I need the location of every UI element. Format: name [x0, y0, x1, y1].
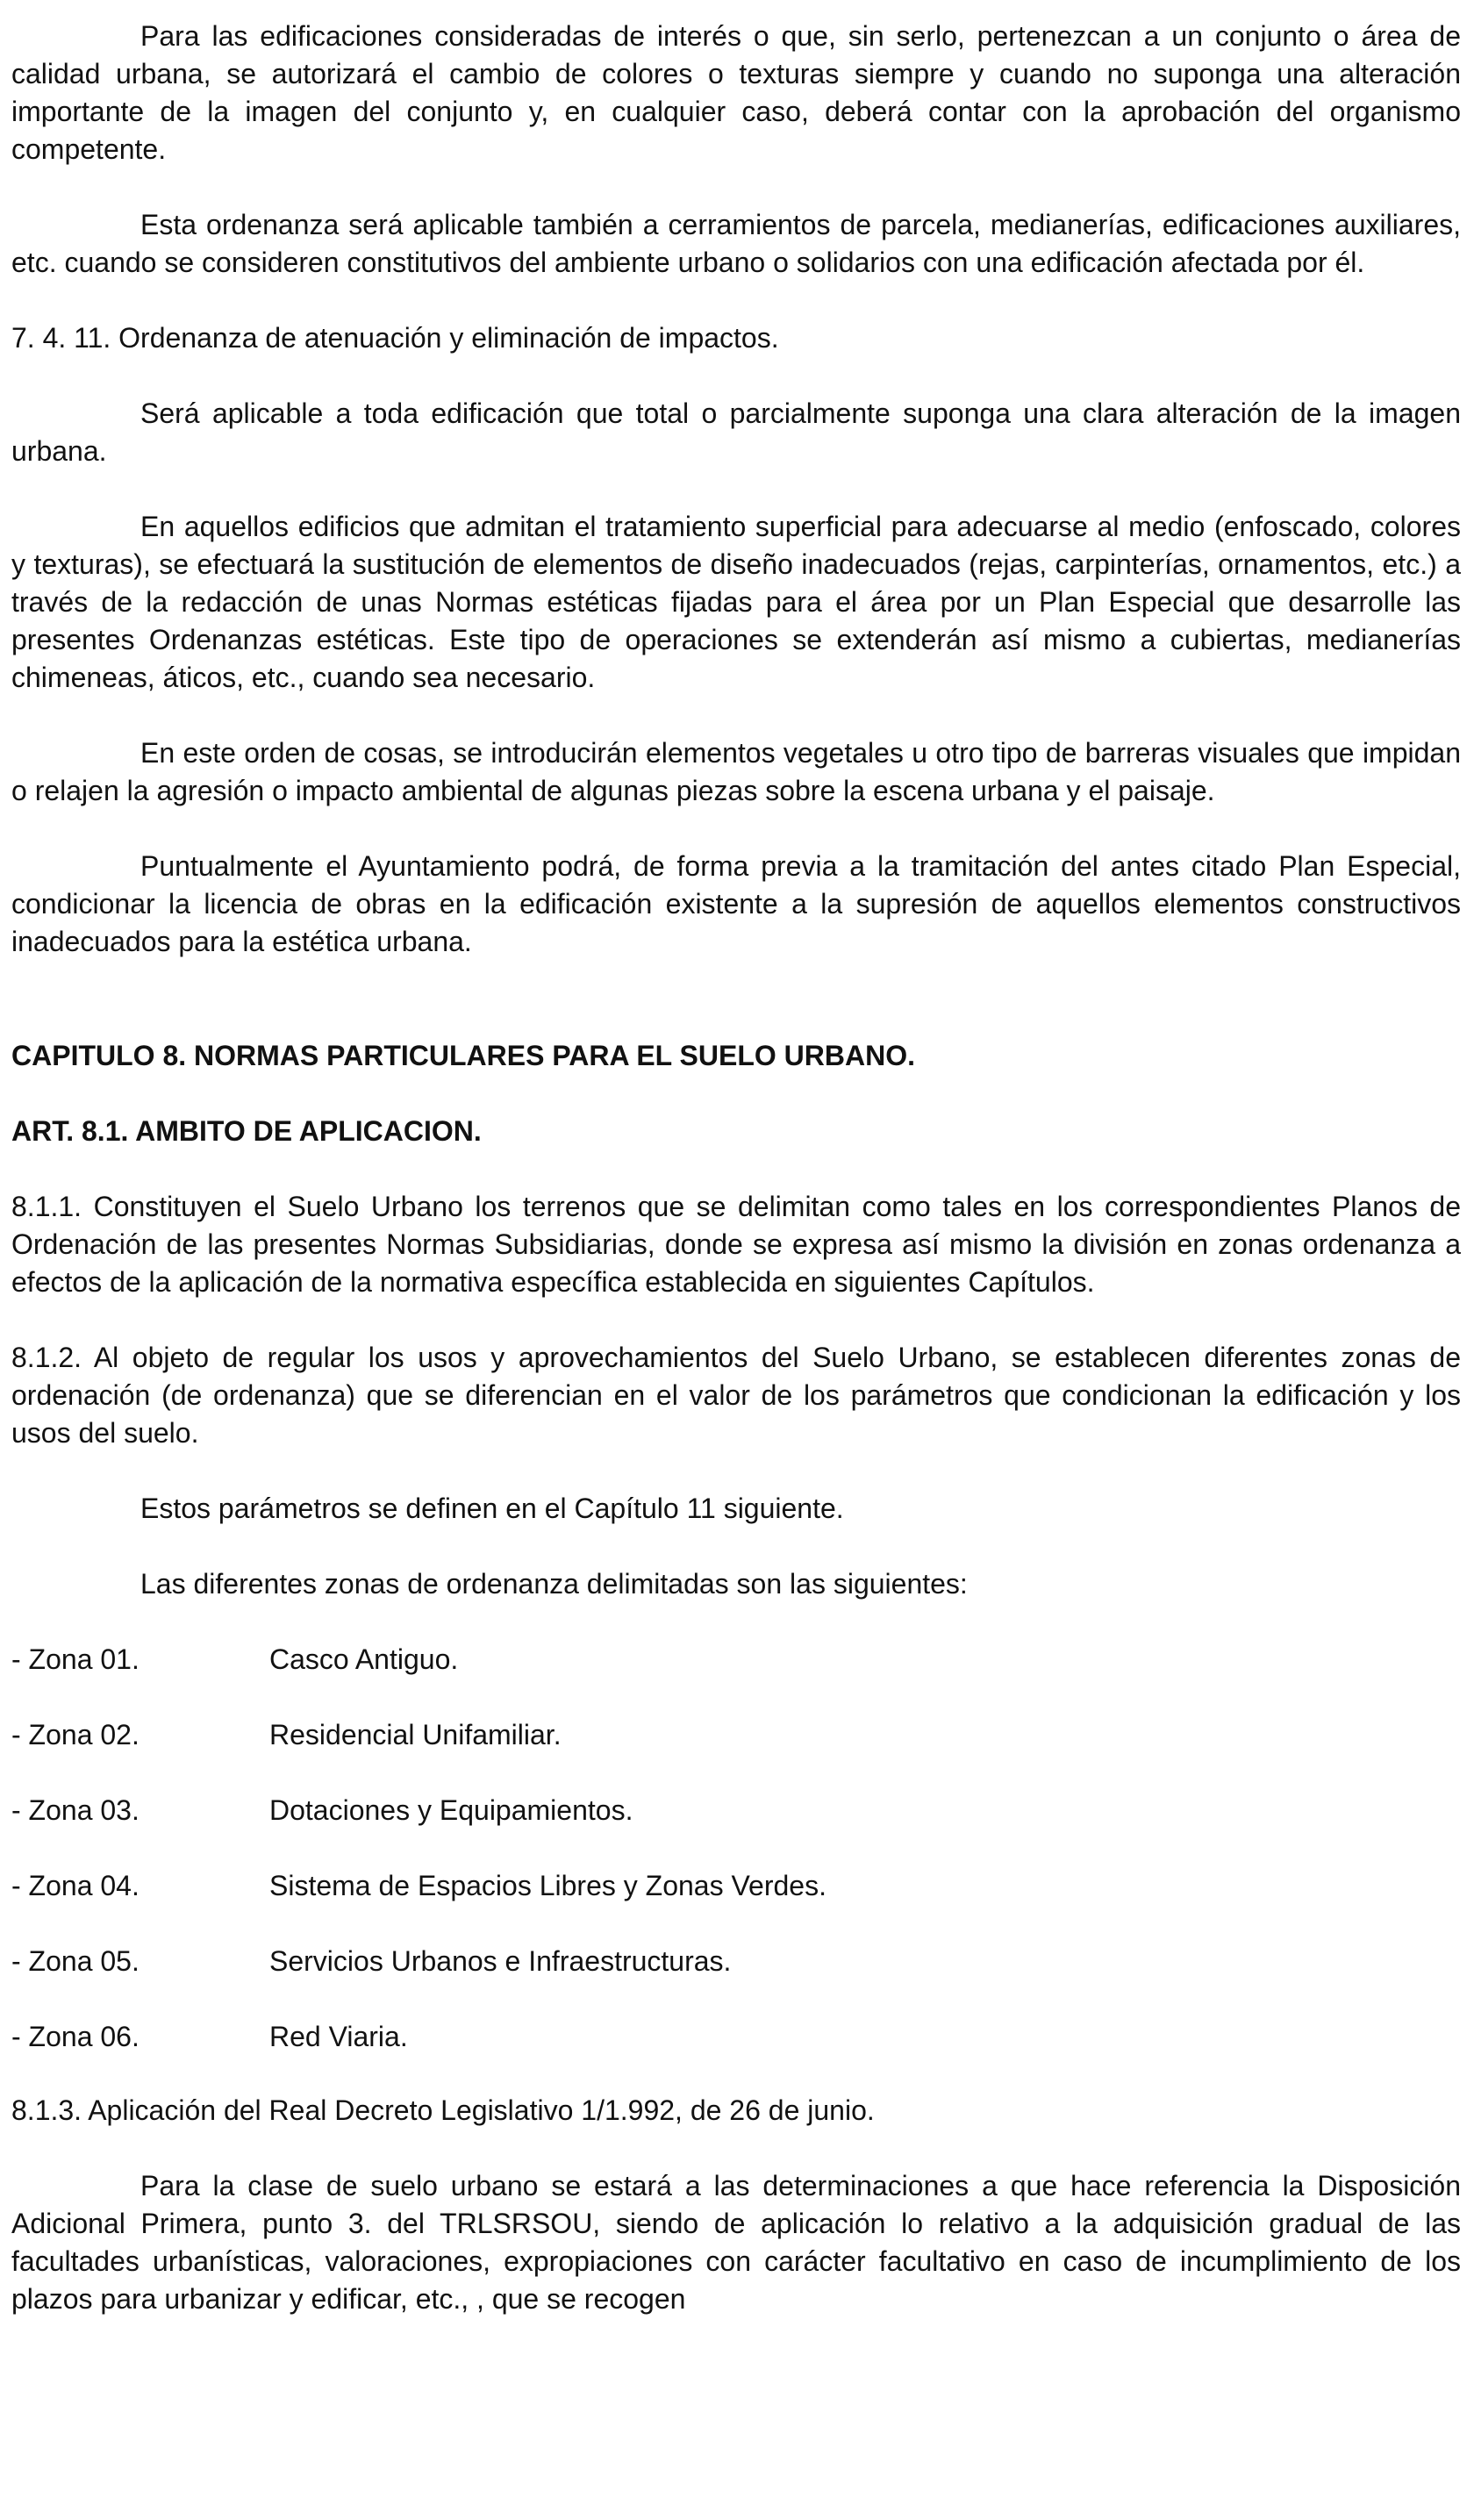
zone-item	[11, 2018, 1461, 2056]
zone-name: Red Viaria.	[269, 2021, 408, 2052]
paragraph-interes-calidad-urbana: Para las edificaciones consideradas de interés o que, sin serlo, pertenezcan a un conjunto o área de calidad urbana, se autorizará el cambio de colores o texturas siempre y cuando no suponga una alteración importante de la imagen del conjunto y, en cualquier caso, deberá contar con la aprobación del organismo competente.	[11, 20, 1461, 165]
paragraph-cerramientos: Esta ordenanza será aplicable también a cerramientos de parcela, medianerías, edificaciones auxiliares, etc. cuando se consideren constitutivos del ambiente urbano o solidarios con una edificación afectada por él.	[11, 209, 1461, 278]
paragraph-8-1-2: 8.1.2. Al objeto de regular los usos y aprovechamientos del Suelo Urbano, se establecen diferentes zonas de ordenación (de ordenanza) que se diferencian en el valor de los parámetros que condicionan la edificación y los usos del suelo.	[11, 1342, 1461, 1449]
paragraph-aplicable-edificacion: Será aplicable a toda edificación que total o parcialmente suponga una clara alteración de la imagen urbana.	[11, 397, 1461, 467]
zone-code: - Zona 01.	[11, 1643, 140, 1675]
zone-name: Servicios Urbanos e Infraestructuras.	[269, 1945, 732, 1977]
document-page	[11, 18, 1461, 2318]
paragraph-parametros: Estos parámetros se definen en el Capítulo 11 siguiente.	[140, 1493, 844, 1524]
zone-code: - Zona 05.	[11, 1945, 140, 1977]
zone-code: - Zona 02.	[11, 1719, 140, 1750]
paragraph-8-1-1: 8.1.1. Constituyen el Suelo Urbano los terrenos que se delimitan como tales en los correspondientes Planos de Ordenación de las presentes Normas Subsidiarias, donde se expresa así mismo la división en zonas ordenanza a efectos de la aplicación de la normativa específica establecida en siguientes Capítulos.	[11, 1191, 1461, 1298]
zone-name: Dotaciones y Equipamientos.	[269, 1794, 633, 1826]
zone-item	[11, 1867, 1461, 1905]
section-heading-7-4-11: 7. 4. 11. Ordenanza de atenuación y eliminación de impactos.	[11, 322, 779, 354]
zone-code: - Zona 06.	[11, 2021, 140, 2052]
zone-name: Sistema de Espacios Libres y Zonas Verdes.	[269, 1870, 826, 1901]
paragraph-zonas-intro: Las diferentes zonas de ordenanza delimitadas son las siguientes:	[140, 1568, 968, 1600]
zone-name: Residencial Unifamiliar.	[269, 1719, 562, 1750]
zone-code: - Zona 04.	[11, 1870, 140, 1901]
chapter-heading: CAPITULO 8. NORMAS PARTICULARES PARA EL SUELO URBANO.	[11, 1040, 915, 1071]
zone-item	[11, 1716, 1461, 1754]
paragraph-disposicion-adicional: Para la clase de suelo urbano se estará a las determinaciones a que hace referencia la Disposición Adicional Primera, punto 3. del TRLSRSOU, siendo de aplicación lo relativo a la adquisición gradual de las facultades urbanísticas, valoraciones, expropiaciones con carácter facultativo en caso de incumplimiento de los plazos para urbanizar y edificar, etc., , que se recogen	[11, 2170, 1461, 2315]
zone-code: - Zona 03.	[11, 1794, 140, 1826]
paragraph-ayuntamiento-licencia: Puntualmente el Ayuntamiento podrá, de forma previa a la tramitación del antes citado Plan Especial, condicionar la licencia de obras en la edificación existente a la supresión de aquellos elementos constructivos inadecuados para la estética urbana.	[11, 850, 1461, 957]
zone-name: Casco Antiguo.	[269, 1643, 459, 1675]
paragraph-tratamiento-superficial: En aquellos edificios que admitan el tratamiento superficial para adecuarse al medio (enfoscado, colores y texturas), se efectuará la sustitución de elementos de diseño inadecuados (rejas, carpinterías, ornamentos, etc.) a través de la redacción de unas Normas estéticas fijadas para el área por un Plan Especial que desarrolle las presentes Ordenanzas estéticas. Este tipo de operaciones se extenderán así mismo a cubiertas, medianerías chimeneas, áticos, etc., cuando sea necesario.	[11, 511, 1461, 693]
zone-item	[11, 1641, 1461, 1679]
zone-item	[11, 1943, 1461, 1980]
zone-item	[11, 1792, 1461, 1829]
paragraph-8-1-3: 8.1.3. Aplicación del Real Decreto Legislativo 1/1.992, de 26 de junio.	[11, 2094, 875, 2126]
paragraph-elementos-vegetales: En este orden de cosas, se introducirán elementos vegetales u otro tipo de barreras visuales que impidan o relajen la agresión o impacto ambiental de algunas piezas sobre la escena urbana y el paisaje.	[11, 737, 1461, 806]
article-heading: ART. 8.1. AMBITO DE APLICACION.	[11, 1115, 482, 1147]
